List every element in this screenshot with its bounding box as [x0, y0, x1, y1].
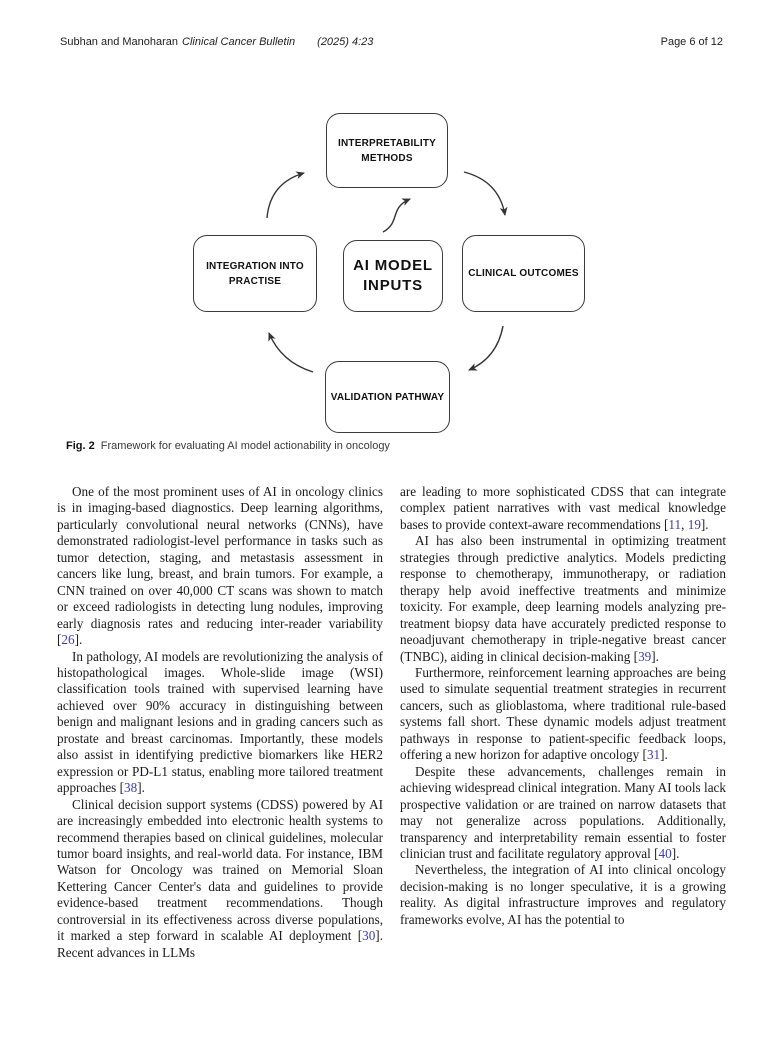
body-paragraph: Furthermore, reinforcement learning approaches are being used to simulate sequential treatment strategies in recurrent cancers, such as glioblastoma, where traditional rule-based systems fall short. These dynamic models adjust treatment pathways in response to patient-specific feedback loops, offering a new horizon for adaptive oncology [31].	[400, 664, 726, 763]
page-header	[60, 36, 723, 48]
citation-link[interactable]: 30	[362, 928, 376, 944]
arrow-left-to-top	[267, 173, 304, 218]
citation-link[interactable]: 38	[124, 780, 138, 796]
node-clinical-outcomes: CLINICAL OUTCOMES	[462, 235, 585, 312]
citation-link[interactable]: 19	[687, 516, 701, 532]
citation-link[interactable]: 26	[61, 632, 75, 648]
node-ai-model-inputs: AI MODEL INPUTS	[343, 240, 443, 312]
node-interpretability-methods: INTERPRETABILITY METHODS	[326, 113, 448, 188]
arrow-right-to-bottom	[469, 326, 503, 370]
body-paragraph: Nevertheless, the integration of AI into clinical oncology decision-making is no longer speculative, it is a growing reality. As digital infrastructure improves and regulatory frameworks evolve, AI has the potential to	[400, 862, 726, 927]
figure-caption	[66, 440, 390, 452]
body-paragraph: AI has also been instrumental in optimizing treatment strategies through predictive analytics. Models predicting response to chemotherapy, immunotherapy, or radiation therapy help avoid ineffective treatments and minimize toxicity. For example, deep learning models analyzing pre-treatment biopsy data have accurately predicted response to neoadjuvant chemotherapy in triple-negative breast cancer (TNBC), aiding in clinical decision-making [39].	[400, 533, 726, 664]
figure-caption-label: Fig. 2	[66, 440, 95, 452]
citation-link[interactable]: 39	[638, 648, 652, 664]
figure-diagram	[0, 95, 783, 440]
arrow-center-to-top	[383, 199, 410, 232]
body-text	[57, 484, 726, 961]
body-paragraph: One of the most prominent uses of AI in oncology clinics is in imaging-based diagnostics. Deep learning algorithms, particularly convolutional neural networks (CNNs), have demonstrated radiologist-level performance in tasks such as tumor detection, staging, and metastasis assessment in cancers like lung, breast, and brain tumors. For example, a CNN trained on over 40,000 CT scans was shown to match or exceed radiologists in detecting lung nodules, improving early diagnosis rates and reducing inter-reader variability [26].	[57, 484, 383, 648]
node-validation-pathway: VALIDATION PATHWAY	[325, 361, 450, 433]
header-journal-title: Clinical Cancer Bulletin	[182, 36, 296, 48]
left-column	[57, 484, 383, 961]
header-issue: (2025) 4:23	[317, 36, 374, 48]
citation-link[interactable]: 31	[646, 747, 661, 763]
node-integration-into-practise: INTEGRATION INTO PRACTISE	[193, 235, 317, 312]
body-paragraph: Clinical decision support systems (CDSS) powered by AI are increasingly embedded into electronic health systems to recommend therapies based on clinical guidelines, molecular tumor board insights, and real-world data. For instance, IBM Watson for Oncology was trained on Memorial Sloan Kettering Cancer Center's data and guidelines to provide evidence-based treatment recommendations. Though controversial in its effectiveness across diverse populations, it marked a step forward in scalable AI deployment [30]. Recent advances in LLMs	[57, 796, 383, 960]
right-column	[400, 484, 726, 961]
figure-caption-text: Framework for evaluating AI model actionability in oncology	[100, 440, 390, 452]
header-authors: Subhan and Manoharan	[60, 36, 179, 48]
arrow-top-to-right	[464, 172, 505, 215]
body-paragraph: Despite these advancements, challenges remain in achieving widespread clinical integration. Many AI tools lack prospective validation or are trained on narrow datasets that may not generalize across populations. Additionally, transparency and interpretability remain essential to foster clinician trust and facilitate regulatory approval [40].	[400, 763, 726, 861]
citation-link[interactable]: 11	[668, 516, 682, 532]
body-paragraph: In pathology, AI models are revolutionizing the analysis of histopathological images. Whole-slide image (WSI) classification tools trained with supervised learning have achieved over 90% accuracy in distinguishing between benign and malignant lesions and in grading cancers such as prostate and breast carcinomas. Importantly, these models also assist in identifying predictive biomarkers like HER2 expression or PD-L1 status, enabling more tailored treatment approaches [38].	[57, 648, 383, 796]
header-citation	[60, 36, 377, 48]
header-page-number: Page 6 of 12	[660, 36, 723, 48]
citation-link[interactable]: 40	[658, 845, 672, 861]
arrow-bottom-to-left	[269, 333, 313, 372]
body-paragraph: are leading to more sophisticated CDSS that can integrate complex patient narratives with vast medical knowledge bases to provide context-aware recommendations [11, 19].	[400, 484, 726, 532]
